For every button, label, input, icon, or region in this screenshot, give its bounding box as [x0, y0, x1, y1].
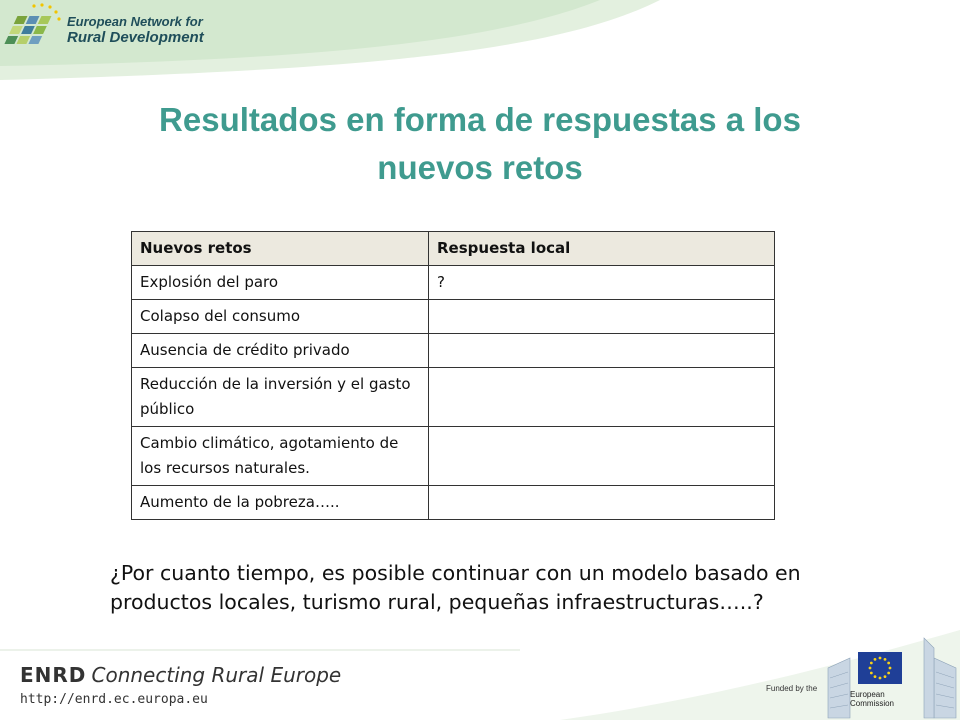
table-cell-reto: Colapso del consumo: [132, 300, 429, 334]
slide-title-line1: Resultados en forma de respuestas a los: [159, 101, 801, 138]
table-row: [132, 266, 775, 300]
eu-star-icon: [874, 658, 877, 661]
footer-url-link[interactable]: http://enrd.ec.europa.eu: [20, 692, 208, 707]
table-cell-reto: Cambio climático, agotamiento de los recursos naturales.: [132, 427, 429, 486]
eu-star-icon: [889, 667, 892, 670]
table-cell-respuesta: [429, 334, 775, 368]
table-row: [132, 334, 775, 368]
eu-star-icon: [884, 675, 887, 678]
table-cell-respuesta: [429, 427, 775, 486]
eu-star-icon: [879, 677, 882, 680]
eu-star-icon: [887, 672, 890, 675]
table-cell-respuesta: [429, 300, 775, 334]
footer-enrd: ENRD: [20, 663, 87, 687]
org-name-line2: Rural Development: [67, 29, 204, 46]
table-cell-reto: Ausencia de crédito privado: [132, 334, 429, 368]
ec-label-line2: Commission: [850, 699, 895, 708]
table-row: [132, 300, 775, 334]
eu-star-icon: [870, 662, 873, 665]
footer-brand: [20, 663, 341, 687]
eu-star-icon: [879, 657, 882, 660]
retos-table: [131, 231, 775, 520]
org-name-line1: European Network for: [67, 14, 203, 29]
funded-by-label: Funded by the: [766, 684, 818, 693]
slide-title: [100, 96, 860, 192]
eu-star-icon: [874, 675, 877, 678]
closing-question: ¿Por cuanto tiempo, es posible continuar con un modelo basado en productos locales, turismo rural, pequeñas infraestructuras…..?: [110, 561, 801, 614]
table-row: [132, 368, 775, 427]
column-header-respuesta-local: Respuesta local: [429, 232, 775, 266]
eu-star-icon: [887, 662, 890, 665]
footer-tagline: Connecting Rural Europe: [91, 663, 342, 687]
table-header-row: [132, 232, 775, 266]
table-cell-reto: Reducción de la inversión y el gasto público: [132, 368, 429, 427]
european-commission-label: [850, 690, 920, 708]
table-cell-reto: Explosión del paro: [132, 266, 429, 300]
eu-flag-icon: [858, 652, 902, 684]
table-row: [132, 486, 775, 520]
table-cell-respuesta: [429, 486, 775, 520]
org-name: [67, 14, 204, 46]
column-header-nuevos-retos: Nuevos retos: [132, 232, 429, 266]
table-cell-respuesta: ?: [429, 266, 775, 300]
table-cell-respuesta: [429, 368, 775, 427]
eu-star-icon: [884, 658, 887, 661]
enrd-grid-logo-icon: [4, 2, 64, 58]
table-row: [132, 427, 775, 486]
eu-star-icon: [869, 667, 872, 670]
slide-title-line2: nuevos retos: [377, 149, 583, 186]
eu-star-icon: [870, 672, 873, 675]
table-cell-reto: Aumento de la pobreza…..: [132, 486, 429, 520]
ec-label-line1: European: [850, 690, 885, 699]
